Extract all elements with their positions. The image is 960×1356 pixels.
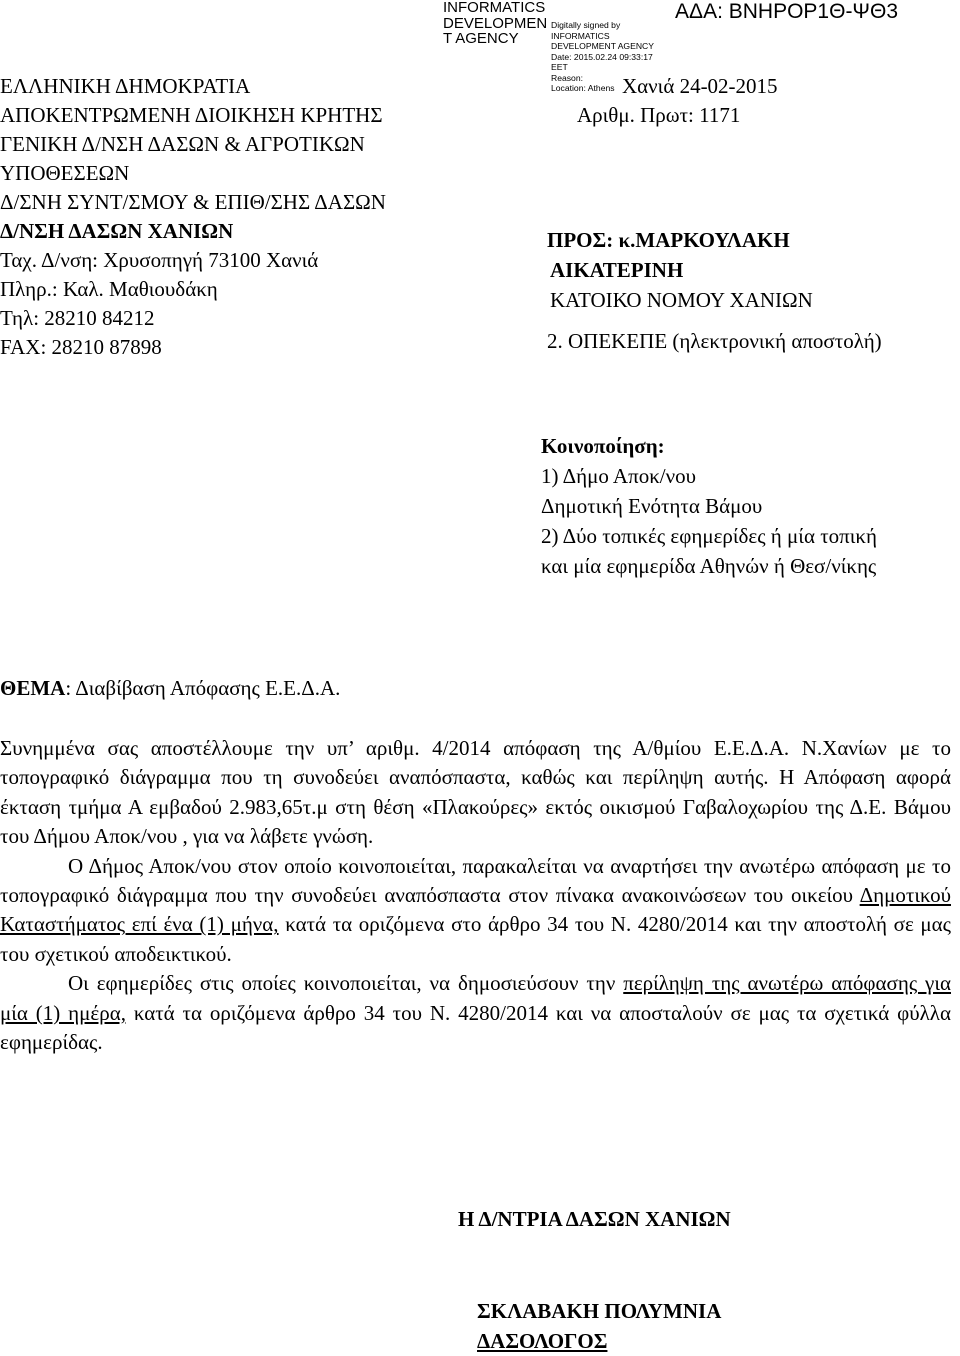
recipient-to: ΠΡΟΣ: κ.ΜΑΡΚΟΥΛΑΚΗ: [547, 228, 790, 252]
signature-detail-line: INFORMATICS: [551, 30, 610, 41]
body-p3-text-end: κατά τα οριζόμενα άρθρο 34 του Ν. 4280/2014 και να αποσταλούν σε μας τα σχετικά φύλλα εφημερίδας.: [0, 1000, 951, 1055]
signature-organization: [443, 0, 547, 47]
recipient-opekepe: 2. ΟΠΕΚΕΠΕ (ηλεκτρονική αποστολή): [547, 329, 882, 353]
ada-code: ΑΔΑ: ΒΝΗΡΟΡ1Θ-ΨΘ3: [675, 0, 898, 23]
signatory-block: [477, 1296, 721, 1356]
body-paragraph-3: [0, 969, 951, 1057]
protocol-number: Αριθμ. Πρωτ: 1171: [577, 103, 741, 127]
recipient-address: ΚΑΤΟΙΚΟ ΝΟΜΟΥ ΧΑΝΙΩΝ: [550, 288, 813, 312]
sender-postal-address: Ταχ. Δ/νση: Χρυσοπηγή 73100 Χανιά: [0, 248, 319, 272]
signature-detail-line: Location: Athens: [551, 83, 615, 93]
body-p2-text-end: κατά τα οριζόμενα στο άρθρο 34 του Ν. 4280/2014 και την αποστολή σε μας του σχετικού αποδεικτικού.: [0, 912, 951, 966]
signatory-position: ΔΑΣΟΛΟΓΟΣ: [477, 1329, 608, 1353]
body-p2-text: Ο Δήμος Αποκ/νου στον οποίο κοινοποιείται, παρακαλείται να αναρτήσει την ανωτέρω απόφαση με το τοπογραφικό διάγραμμα που την συνοδεύει αναπόσπαστα στον πίνακα ανακοινώσεων του οικείου: [0, 853, 951, 908]
subject-text: : Διαβίβαση Απόφασης Ε.Ε.Δ.Α.: [65, 676, 341, 700]
body-p2-underlined: Δημοτικού Καταστήματος επί ένα (1) μήνα,: [0, 883, 951, 937]
sender-fax: FAX: 28210 87898: [0, 335, 162, 359]
signature-detail-line: Digitally signed by: [551, 20, 621, 30]
body-paragraph-2: [0, 852, 951, 970]
signature-detail-line: EET: [551, 62, 568, 72]
body-p3-text: Οι εφημερίδες στις οποίες κοινοποιείται, να δημοσιεύσουν την: [68, 971, 624, 996]
sender-line: ΕΛΛΗΝΙΚΗ ΔΗΜΟΚΡΑΤΙΑ: [0, 74, 251, 98]
sender-office: Δ/ΝΣΗ ΔΑΣΩΝ ΧΑΝΙΩΝ: [0, 219, 234, 243]
signature-detail-line: Date: 2015.02.24 09:33:17: [551, 51, 653, 62]
body-p3-underlined: περίληψη της ανωτέρω απόφασης για μία (1) ημέρα,: [0, 971, 951, 1025]
signatory-title: Η Δ/ΝΤΡΙΑ ΔΑΣΩΝ ΧΑΝΙΩΝ: [458, 1207, 731, 1231]
subject-line: [0, 674, 340, 703]
signature-detail-line: DEVELOPMENT AGENCY: [551, 41, 654, 51]
signature-detail-line: Reason:: [551, 72, 584, 83]
notification-line: Δημοτική Ενότητα Βάμου: [541, 494, 763, 518]
notification-line: 1) Δήμο Αποκ/νου: [541, 464, 696, 488]
sender-phone: Τηλ: 28210 84212: [0, 306, 155, 330]
recipients-block: [547, 225, 882, 356]
document-date: Χανιά 24-02-2015: [622, 74, 778, 98]
sender-line: ΑΠΟΚΕΝΤΡΩΜΕΝΗ ΔΙΟΙΚΗΣΗ ΚΡΗΤΗΣ: [0, 103, 383, 127]
notification-heading: Κοινοποίηση:: [541, 434, 665, 458]
notification-line: 2) Δύο τοπικές εφημερίδες ή μία τοπική: [541, 524, 877, 548]
sender-contact-person: Πληρ.: Καλ. Μαθιουδάκη: [0, 277, 218, 301]
sender-block: [0, 72, 540, 362]
sender-line: Δ/ΣΝΗ ΣΥΝΤ/ΣΜΟΥ & ΕΠΙΘ/ΣΗΣ ΔΑΣΩΝ: [0, 190, 386, 214]
letter-body: [0, 734, 951, 1057]
sender-line: ΓΕΝΙΚΗ Δ/ΝΣΗ ΔΑΣΩΝ & ΑΓΡΟΤΙΚΩΝ: [0, 132, 365, 156]
notification-block: [541, 431, 877, 581]
body-paragraph-1: Συνημμένα σας αποστέλλουμε την υπ’ αριθμ. 4/2014 απόφαση της Α/θμίου Ε.Ε.Δ.Α. Ν.Χανίων με το τοπογραφικό διάγραμμα που τη συνοδεύει αναπόσπαστα, καθώς και περίληψη αυτής. Η Απόφαση αφορά έκταση τμήμα Α εμβαδού 2.983,65τ.μ στη θέση «Πλακούρες» εκτός οικισμού Γαβαλοχωρίου της Δ.Ε. Βάμου του Δήμου Αποκ/νου , για να λάβετε γνώση.: [0, 736, 951, 849]
signatory-name: ΣΚΛΑΒΑΚΗ ΠΟΛΥΜΝΙΑ: [477, 1299, 722, 1323]
sender-line: ΥΠΟΘΕΣΕΩΝ: [0, 161, 130, 185]
subject-label: ΘΕΜΑ: [0, 676, 66, 700]
notification-line: και μία εφημερίδα Αθηνών ή Θεσ/νίκης: [541, 554, 877, 578]
signature-org-line: INFORMATICS: [443, 0, 546, 16]
signature-org-line: T AGENCY: [443, 30, 519, 47]
signature-org-line: DEVELOPMEN: [443, 14, 548, 32]
recipient-name: ΑΙΚΑΤΕΡΙΝΗ: [550, 258, 684, 282]
